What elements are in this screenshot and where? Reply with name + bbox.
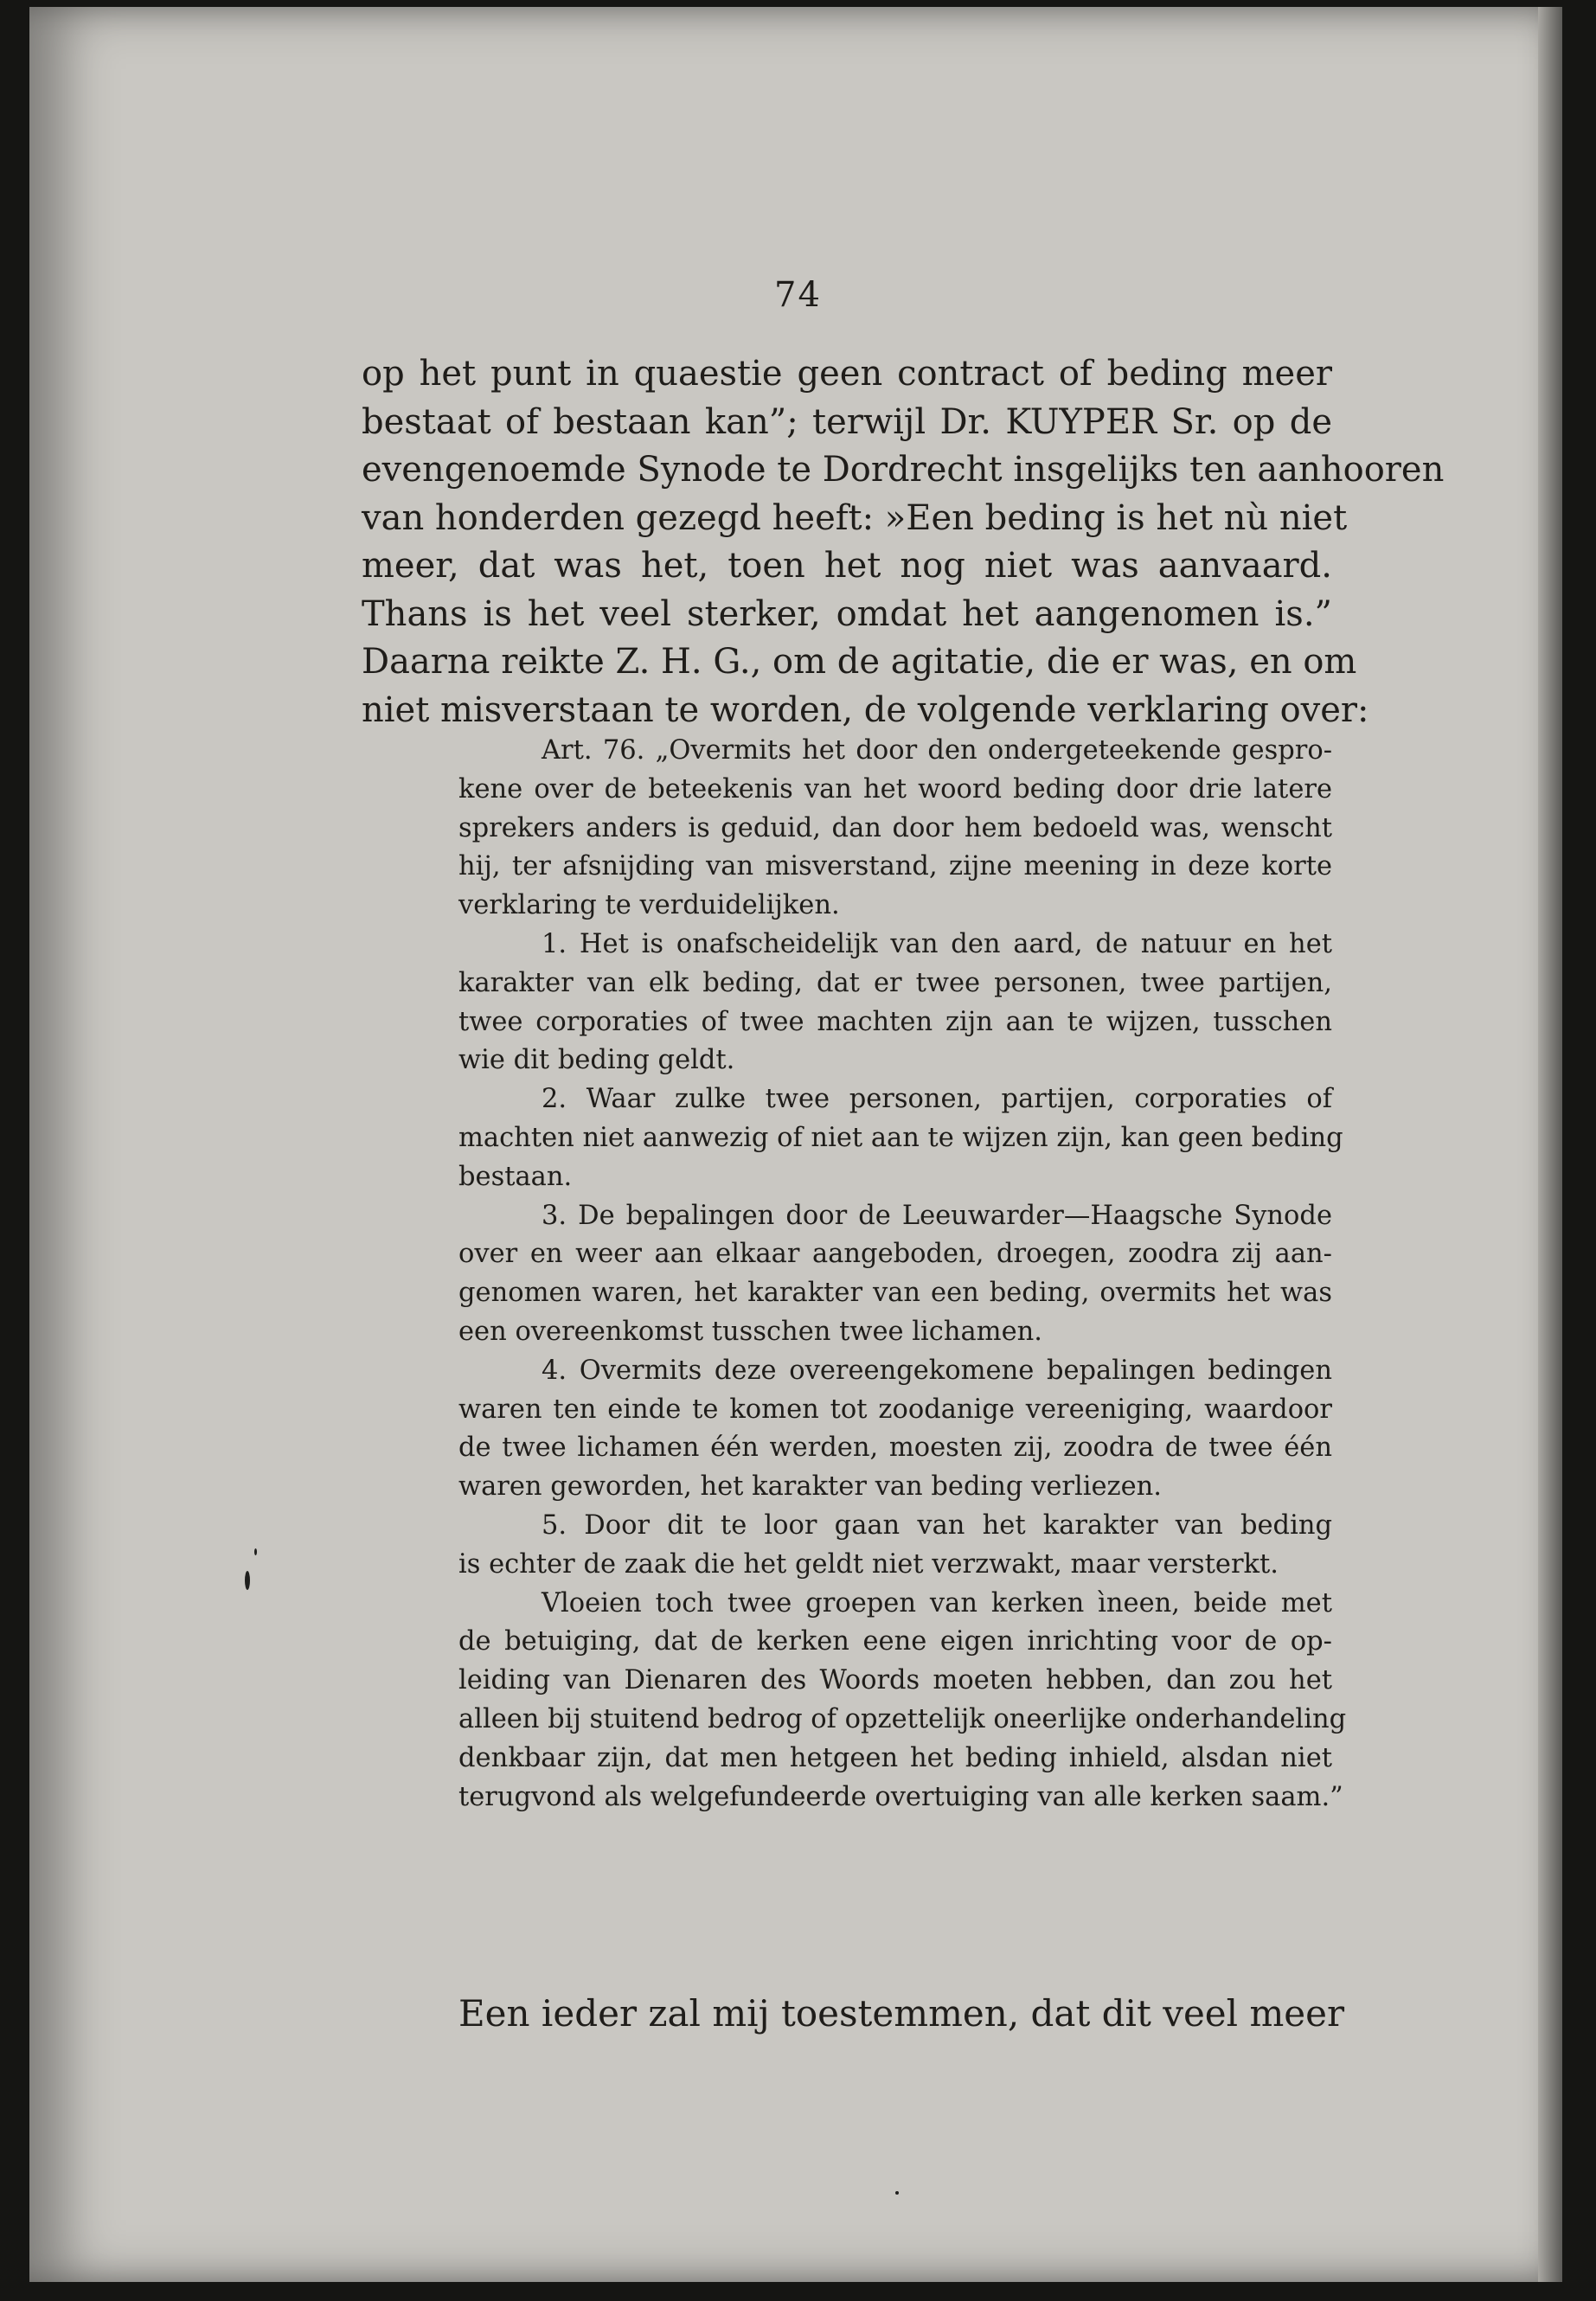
quote-line: een overeenkomst tusschen twee lichamen. — [458, 1316, 1042, 1347]
quote-line: bestaan. — [458, 1161, 573, 1192]
page-edge-shadow — [1538, 7, 1562, 2282]
quote-line: Vloeien toch twee groepen van kerken ìneen, beide met — [542, 1587, 1332, 1618]
closing-line: Een ieder zal mij toestemmen, dat dit veel meer — [458, 1992, 1345, 2035]
quote-line: 5. Door dit te loor gaan van het karakter van beding — [542, 1509, 1332, 1541]
page-number: 74 — [774, 275, 822, 315]
quote-line: leiding van Dienaren des Woords moeten hebben, dan zou het — [458, 1665, 1332, 1696]
quote-line: de twee lichamen één werden, moesten zij, zoodra de twee één — [458, 1433, 1332, 1464]
quote-line: de betuiging, dat de kerken eene eigen inrichting voor de op- — [458, 1626, 1332, 1657]
quote-line: Art. 76. „Overmits het door den ondergeteekende gespro- — [542, 735, 1332, 766]
quote-line: is echter de zaak die het geldt niet verzwakt, maar versterkt. — [458, 1548, 1279, 1580]
ink-speck — [895, 2191, 899, 2195]
quote-line: alleen bij stuitend bedrog of opzettelijk oneerlijke onderhandeling — [458, 1703, 1347, 1734]
quote-line: machten niet aanwezig of niet aan te wijzen zijn, kan geen beding — [458, 1122, 1343, 1153]
quote-line: sprekers anders is geduid, dan door hem bedoeld was, wenscht — [458, 812, 1332, 843]
quote-line: hij, ter afsnijding van misverstand, zijne meening in deze korte — [458, 851, 1332, 882]
quote-line: wie dit beding geldt. — [458, 1045, 735, 1076]
text-line: evengenoemde Synode te Dordrecht insgelijks ten aanhooren — [362, 450, 1445, 490]
quote-line: 3. De bepalingen door de Leeuwarder—Haagsche Synode — [542, 1200, 1332, 1231]
ink-speck — [245, 1571, 250, 1590]
quote-line: waren geworden, het karakter van beding verliezen. — [458, 1471, 1162, 1503]
text-line: Daarna reikte Z. H. G., om de agitatie, die er was, en om — [362, 642, 1357, 682]
text-line: niet misverstaan te worden, de volgende verklaring over: — [362, 689, 1369, 730]
quote-line: denkbaar zijn, dat men hetgeen het beding inhield, alsdan niet — [458, 1742, 1332, 1773]
text-line: van honderden gezegd heeft: »Een beding is het nù niet — [362, 497, 1348, 538]
quote-line: twee corporaties of twee machten zijn aan te wijzen, tusschen — [458, 1006, 1332, 1037]
quote-line: karakter van elk beding, dat er twee personen, twee partijen, — [458, 967, 1332, 998]
quote-line: over en weer aan elkaar aangeboden, droegen, zoodra zij aan- — [458, 1239, 1332, 1270]
ink-speck — [254, 1548, 257, 1555]
quote-line: waren ten einde te komen tot zoodanige vereeniging, waardoor — [458, 1394, 1332, 1425]
quote-line: 2. Waar zulke twee personen, partijen, corporaties of — [542, 1084, 1332, 1115]
quote-line: genomen waren, het karakter van een beding, overmits het was — [458, 1278, 1332, 1309]
quote-line: 4. Overmits deze overeengekomene bepalingen bedingen — [542, 1355, 1332, 1386]
quote-line: terugvond als welgefundeerde overtuiging van alle kerken saam.” — [458, 1781, 1343, 1812]
text-line: Thans is het veel sterker, omdat het aangenomen is.” — [362, 593, 1332, 634]
quote-line: kene over de beteekenis van het woord beding door drie latere — [458, 773, 1332, 804]
text-line: meer, dat was het, toen het nog niet was aanvaard. — [362, 546, 1332, 586]
quote-line: verklaring te verduidelijken. — [458, 890, 840, 921]
main-paragraph — [362, 350, 1445, 734]
text-line: op het punt in quaestie geen contract of beding meer — [362, 354, 1332, 394]
text-line: bestaat of bestaan kan”; terwijl Dr. KUYPER Sr. op de — [362, 401, 1332, 442]
quote-line: 1. Het is onafscheidelijk van den aard, de natuur en het — [542, 928, 1332, 959]
quoted-declaration — [458, 732, 1347, 1817]
